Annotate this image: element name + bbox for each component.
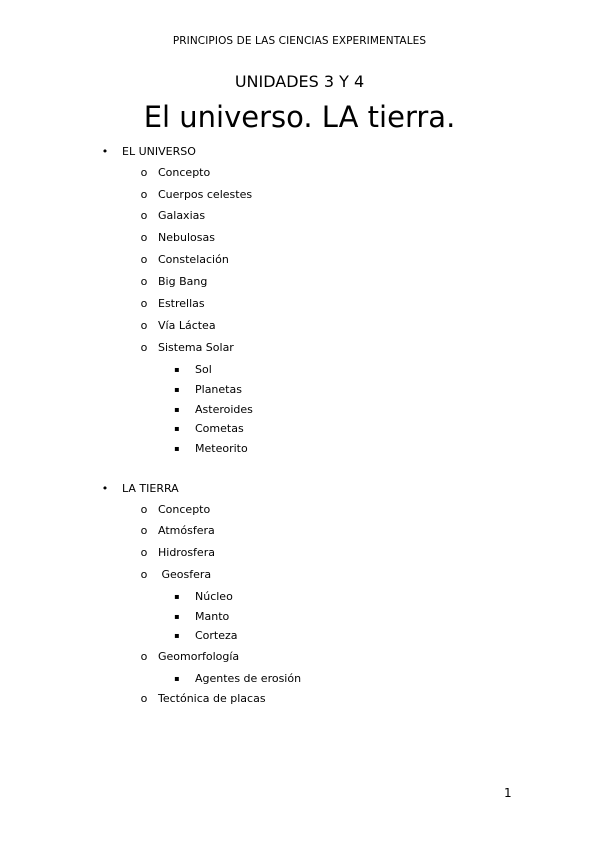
list-item-label: Galaxias: [158, 209, 206, 222]
circle-marker: o: [140, 297, 148, 310]
list-item-label: Sistema Solar: [158, 341, 234, 354]
list-item-label: Asteroides: [195, 403, 253, 416]
list-item-label: Sol: [195, 363, 212, 376]
list-item-label: Corteza: [195, 629, 238, 642]
circle-marker: o: [140, 524, 148, 537]
list-item-label: Big Bang: [158, 275, 208, 288]
square-marker: ▪: [174, 444, 180, 453]
list-item-label: Núcleo: [195, 590, 233, 603]
square-marker: ▪: [174, 674, 180, 683]
list-item-label: Concepto: [158, 503, 211, 516]
circle-marker: o: [140, 253, 148, 266]
square-marker: ▪: [174, 631, 180, 640]
page-title: El universo. LA tierra.: [143, 100, 456, 134]
running-header: PRINCIPIOS DE LAS CIENCIAS EXPERIMENTALES: [172, 35, 427, 47]
list-item-label: Estrellas: [158, 297, 205, 310]
list-item-label: Cuerpos celestes: [158, 188, 253, 201]
circle-marker: o: [140, 692, 148, 705]
circle-marker: o: [140, 319, 148, 332]
list-item-label: Geomorfología: [158, 650, 240, 663]
circle-marker: o: [140, 166, 148, 179]
list-item-label: Atmósfera: [158, 524, 215, 537]
circle-marker: o: [140, 546, 148, 559]
list-item-label: Hidrosfera: [158, 546, 215, 559]
list-item-label: Agentes de erosión: [195, 672, 302, 685]
square-marker: ▪: [174, 405, 180, 414]
circle-marker: o: [140, 275, 148, 288]
circle-marker: o: [140, 503, 148, 516]
list-item-label: Vía Láctea: [158, 319, 216, 332]
list-item-label: Nebulosas: [158, 231, 215, 244]
circle-marker: o: [140, 188, 148, 201]
square-marker: ▪: [174, 424, 180, 433]
square-marker: ▪: [174, 365, 180, 374]
section-heading: EL UNIVERSO: [122, 145, 196, 158]
list-item-label: Planetas: [195, 383, 242, 396]
list-item-label: Constelación: [158, 253, 229, 266]
circle-marker: o: [140, 341, 148, 354]
units-heading: UNIDADES 3 Y 4: [234, 72, 365, 91]
list-item-label: Meteorito: [195, 442, 248, 455]
list-item-label: Tectónica de placas: [158, 692, 266, 705]
square-marker: ▪: [174, 612, 180, 621]
list-item-label: Concepto: [158, 166, 211, 179]
bullet-marker: •: [101, 145, 109, 158]
list-item-label: Geosfera: [158, 568, 212, 581]
bullet-marker: •: [101, 482, 109, 495]
circle-marker: o: [140, 568, 148, 581]
circle-marker: o: [140, 650, 148, 663]
square-marker: ▪: [174, 385, 180, 394]
square-marker: ▪: [174, 592, 180, 601]
circle-marker: o: [140, 231, 148, 244]
circle-marker: o: [140, 209, 148, 222]
list-item-label: Cometas: [195, 422, 244, 435]
list-item-label: Manto: [195, 610, 230, 623]
page-number: 1: [504, 786, 512, 800]
section-heading: LA TIERRA: [122, 482, 179, 495]
